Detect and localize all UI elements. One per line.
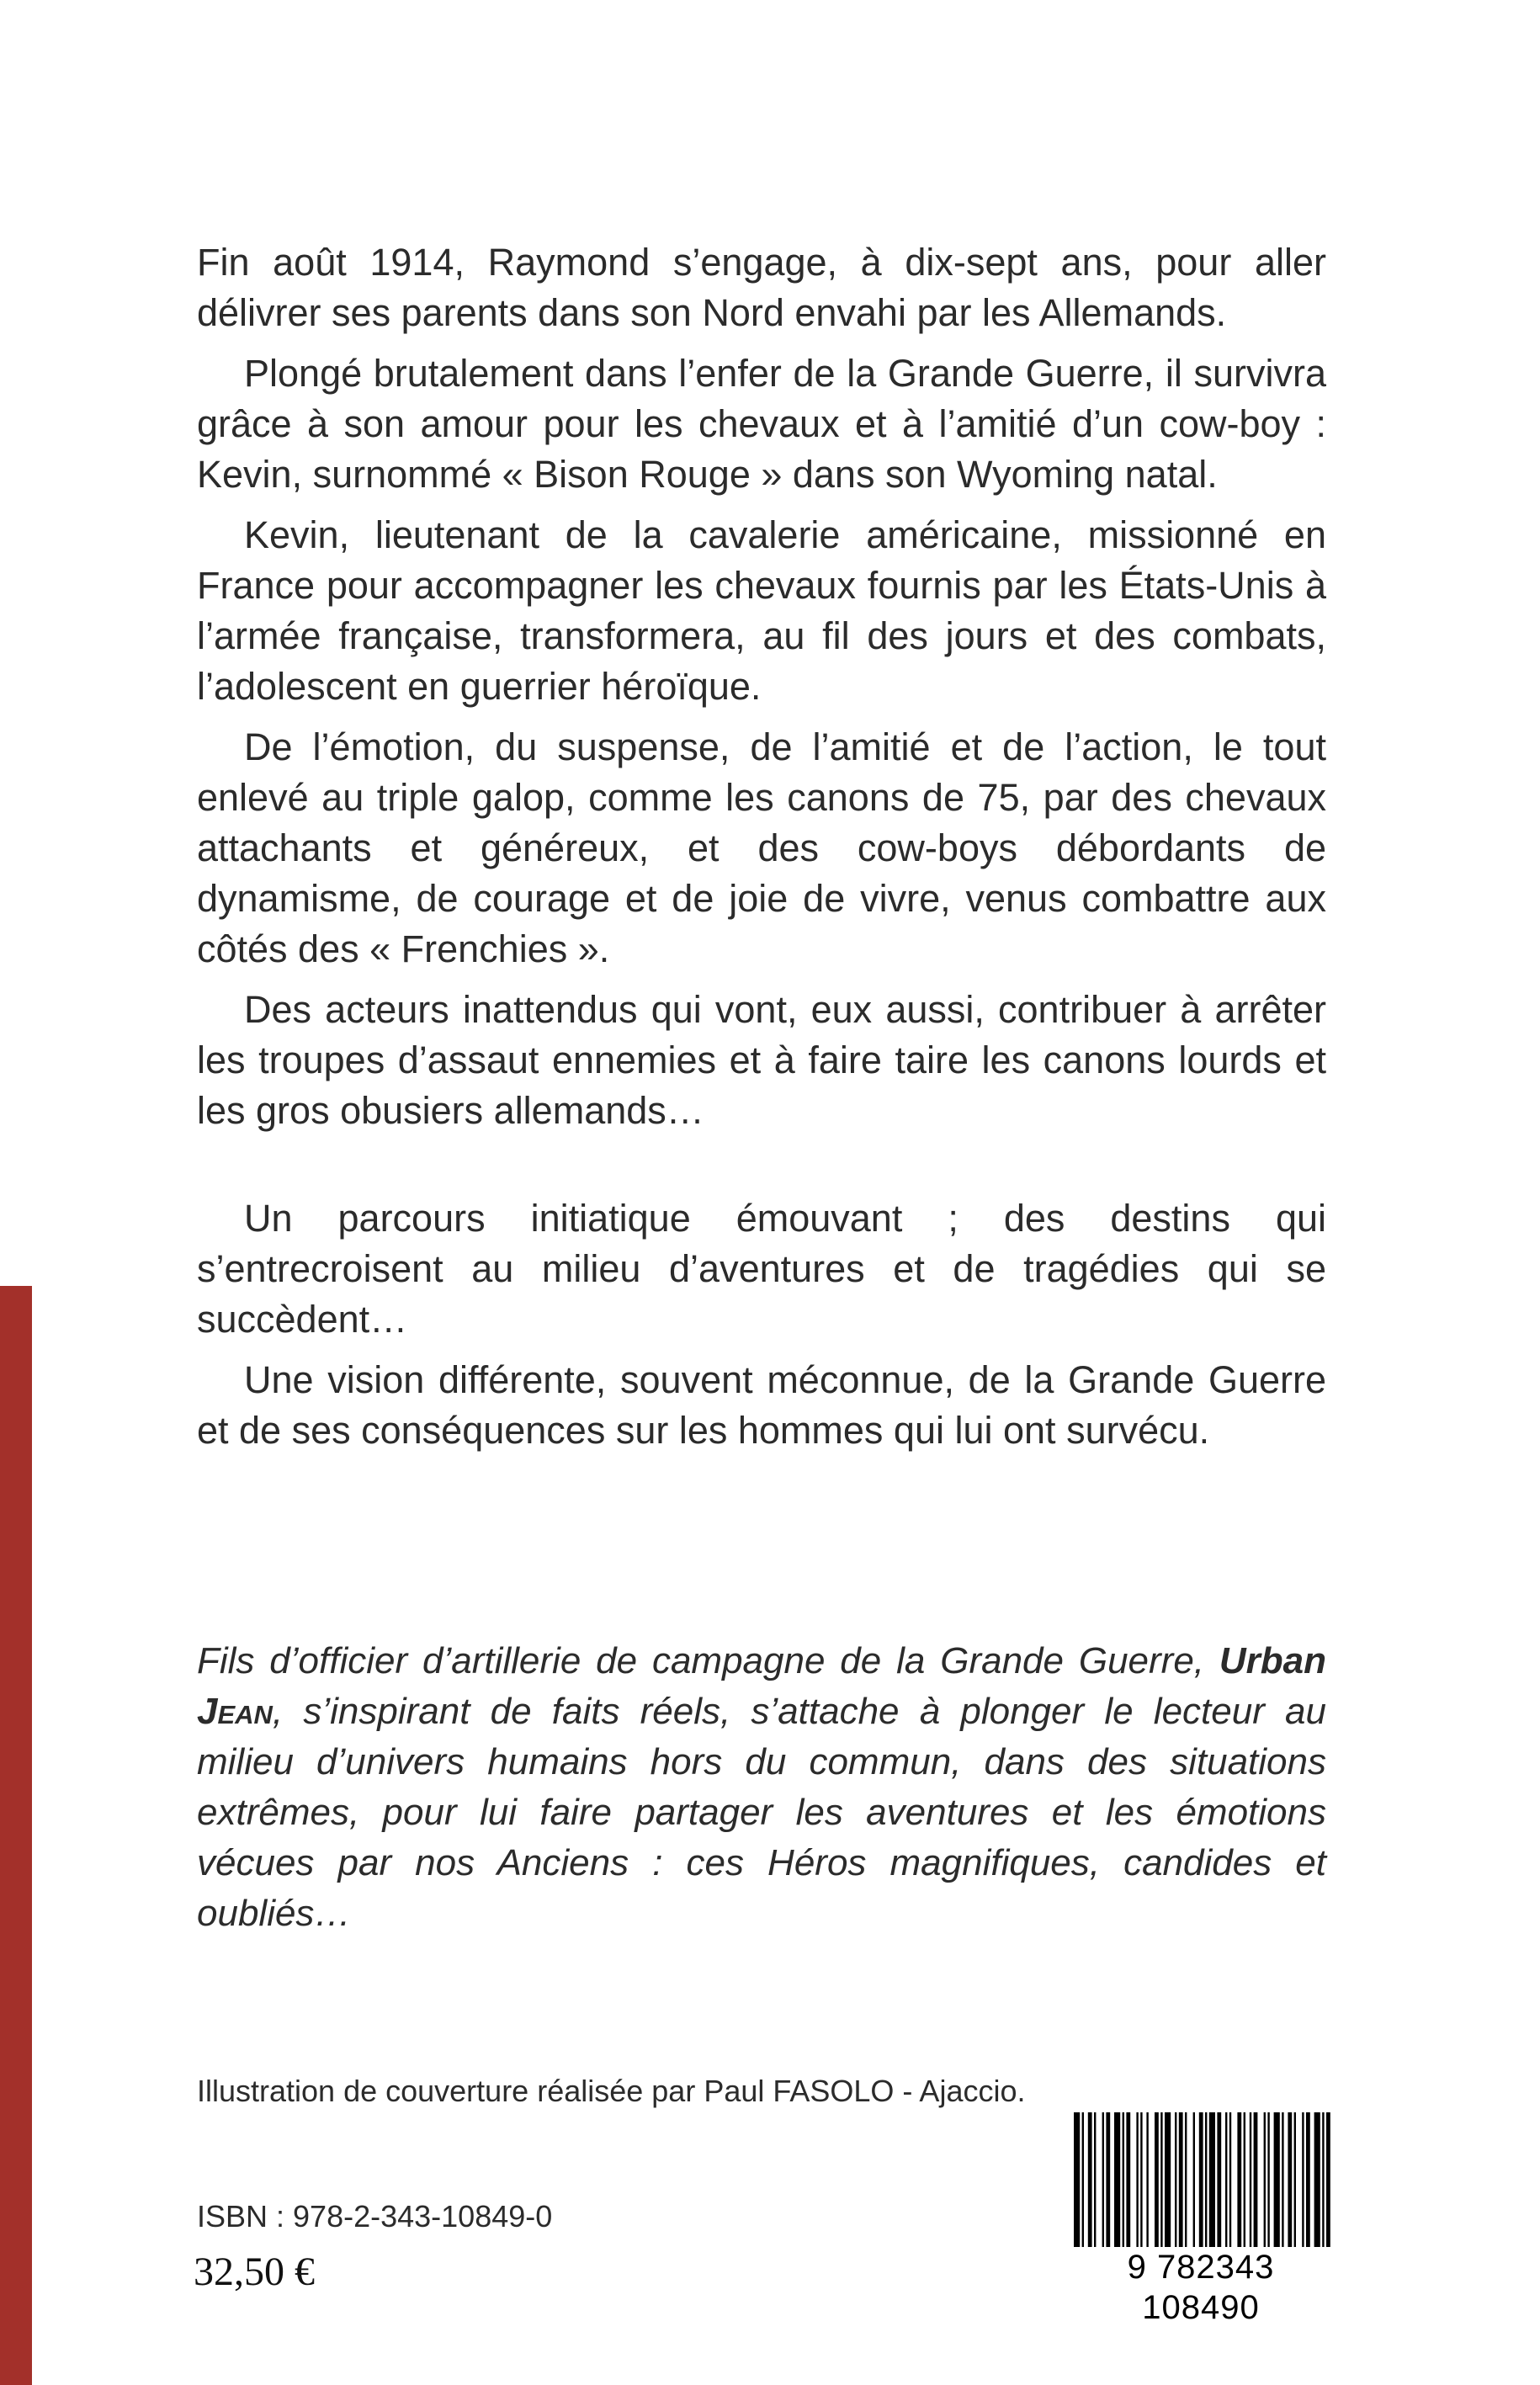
barcode-bar — [1254, 2112, 1258, 2255]
barcode-bar — [1250, 2112, 1251, 2255]
blurb-paragraph-6: Un parcours initiatique émouvant ; des destins qui s’entrecroisent au milieu d’aventures et de tragédies qui se succèdent… — [197, 1197, 1326, 1341]
bio-rest: , s’inspirant de faits réels, s’attache à plonger le lecteur au milieu d’univers humains hors du commun, dans des situations extrêmes, pour lui faire partager les aventures et les émotions vécues par nos Anciens : ces Héros magnifiques, candides et oubliés… — [197, 1691, 1326, 1934]
barcode-bar — [1326, 2112, 1330, 2255]
blurb-paragraph-4: De l’émotion, du suspense, de l’amitié et de l’action, le tout enlevé au triple galop, comme les canons de 75, par des chevaux attachants et généreux, et des cow-boys débordants de dynamisme, de courage et de joie de vivre, venus combattre aux côtés des « Frenchies ». — [197, 725, 1326, 970]
blurb-paragraph-7: Une vision différente, souvent méconnue, de la Grande Guerre et de ses conséquences sur les hommes qui lui ont survécu. — [197, 1358, 1326, 1452]
barcode — [1070, 2112, 1331, 2326]
barcode-bar — [1322, 2112, 1324, 2255]
barcode-bar — [1179, 2112, 1183, 2255]
barcode-bar — [1302, 2112, 1304, 2255]
barcode-bar — [1165, 2112, 1171, 2255]
barcode-bar — [1282, 2112, 1283, 2255]
price-text: 32,50 € — [194, 2250, 315, 2294]
barcode-bar — [1082, 2112, 1084, 2255]
barcode-bar — [1185, 2112, 1187, 2255]
barcode-bar — [1288, 2112, 1292, 2255]
barcode-bar — [1146, 2112, 1148, 2255]
barcode-digits: 9 782343 108490 — [1070, 2247, 1331, 2328]
barcode-bar — [1229, 2112, 1231, 2255]
barcode-bar — [1175, 2112, 1176, 2255]
barcode-bar — [1306, 2112, 1310, 2255]
barcode-bar — [1264, 2112, 1266, 2255]
barcode-bar — [1314, 2112, 1320, 2255]
barcode-bar — [1294, 2112, 1296, 2255]
bio-intro: Fils d’officier d’artillerie de campagne de la Grande Guerre, — [197, 1640, 1219, 1681]
barcode-bar — [1244, 2112, 1245, 2255]
blurb-paragraph-5: Des acteurs inattendus qui vont, eux aussi, contribuer à arrêter les troupes d’assaut ennemies et à faire taire les canons lourds et les gros obusiers allemands… — [197, 988, 1326, 1132]
isbn-text: ISBN : 978-2-343-10849-0 — [197, 2199, 553, 2234]
author-last-name: Jean — [197, 1691, 273, 1732]
barcode-bar — [1199, 2112, 1203, 2255]
barcode-bar — [1193, 2112, 1195, 2255]
barcode-bar — [1136, 2112, 1138, 2255]
barcode-bar — [1160, 2112, 1162, 2255]
barcode-bar — [1102, 2112, 1104, 2255]
barcode-bar — [1123, 2112, 1124, 2255]
barcode-bar — [1205, 2112, 1207, 2255]
barcode-bar — [1209, 2112, 1215, 2255]
blurb-paragraph-3: Kevin, lieutenant de la cavalerie américaine, missionné en France pour accompagner les chevaux fournis par les États-Unis à l’armée française, transformera, au fil des jours et des combats, l’adolescent en guerrier héroïque. — [197, 513, 1326, 708]
barcode-bar — [1074, 2112, 1080, 2255]
barcode-bars — [1070, 2112, 1331, 2255]
barcode-bar — [1088, 2112, 1092, 2255]
red-spine-band — [0, 1286, 32, 2385]
back-cover-blurb — [197, 237, 1326, 1466]
author-bio — [197, 1636, 1326, 1939]
barcode-bar — [1094, 2112, 1096, 2255]
blurb-paragraph-1: Fin août 1914, Raymond s’engage, à dix-sept ans, pour aller délivrer ses parents dans son Nord envahi par les Allemands. — [197, 241, 1326, 334]
author-first-name: Urban — [1219, 1640, 1326, 1681]
barcode-bar — [1237, 2112, 1241, 2255]
barcode-bar — [1155, 2112, 1159, 2255]
barcode-bar — [1106, 2112, 1110, 2255]
barcode-bar — [1217, 2112, 1221, 2255]
barcode-bar — [1126, 2112, 1130, 2255]
barcode-bar — [1267, 2112, 1269, 2255]
barcode-bar — [1225, 2112, 1227, 2255]
blurb-paragraph-2: Plongé brutalement dans l’enfer de la Grande Guerre, il survivra grâce à son amour pour les chevaux et à l’amitié d’un cow-boy : Kevin, surnommé « Bison Rouge » dans son Wyoming natal. — [197, 352, 1326, 496]
barcode-bar — [1140, 2112, 1142, 2255]
barcode-bar — [1114, 2112, 1120, 2255]
barcode-bar — [1274, 2112, 1280, 2255]
illustration-credit: Illustration de couverture réalisée par Paul FASOLO - Ajaccio. — [197, 2074, 1026, 2108]
